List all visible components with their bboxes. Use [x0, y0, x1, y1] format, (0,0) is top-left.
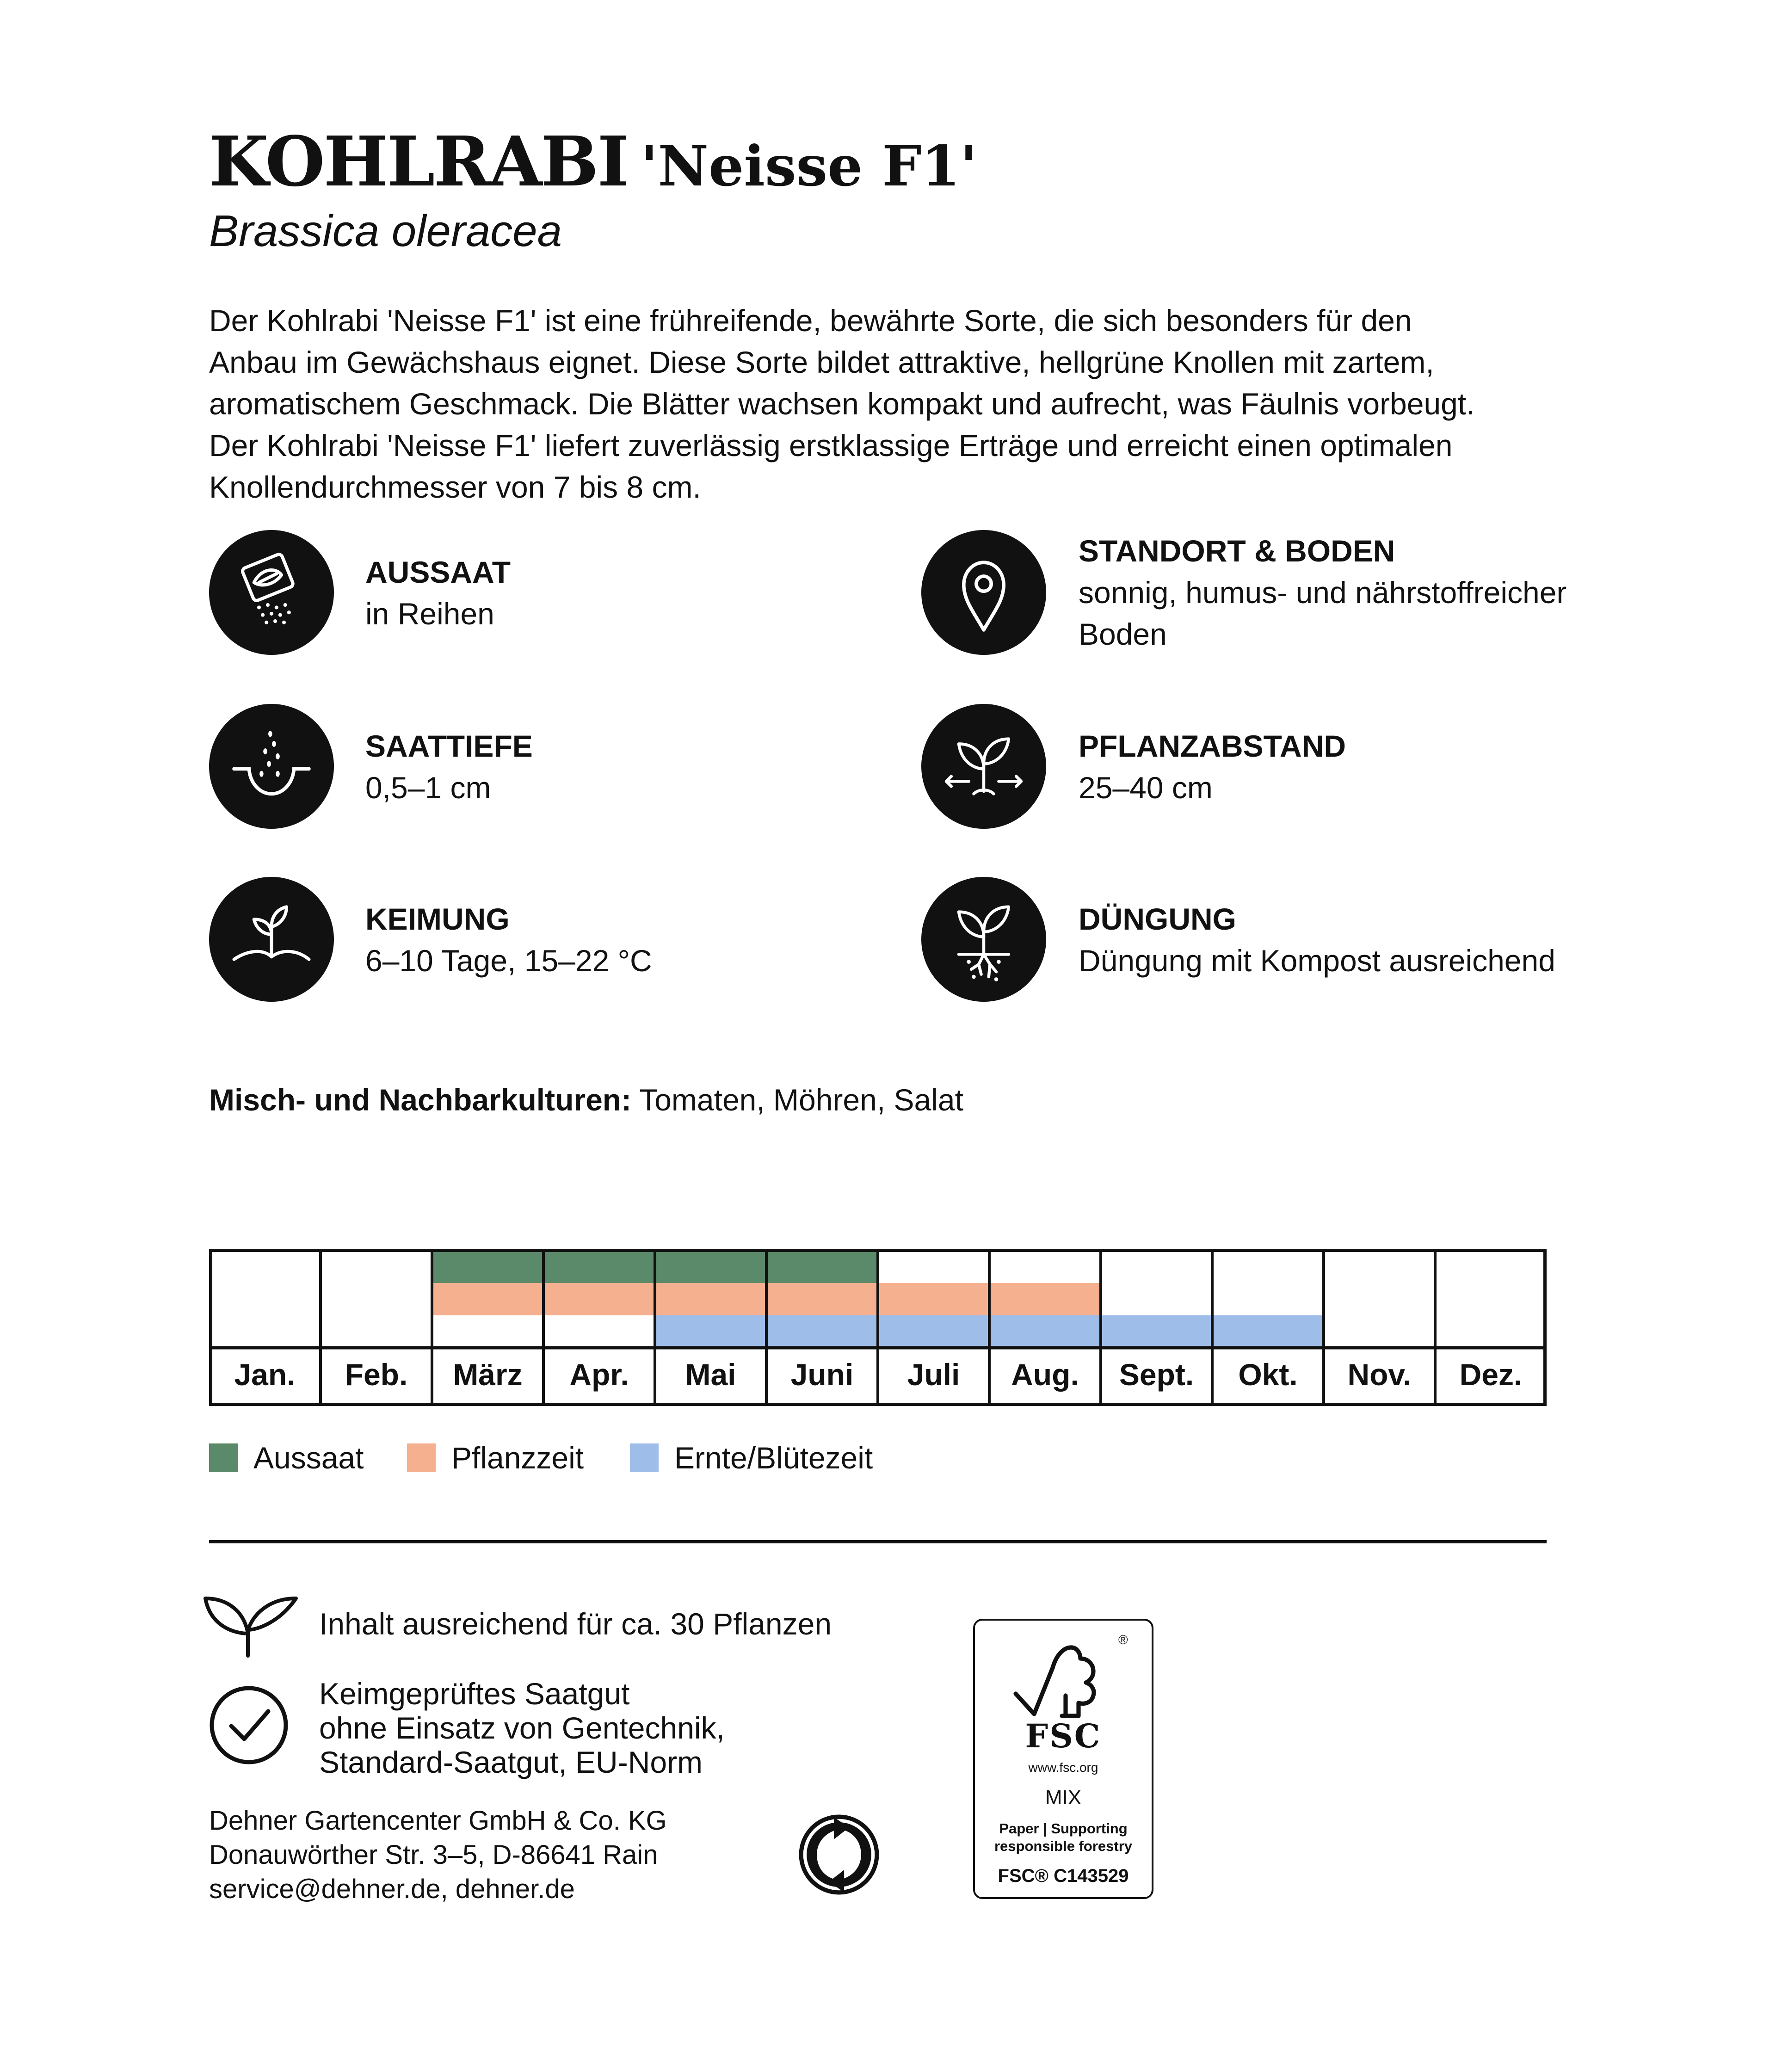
calendar-bar-pflanzzeit	[543, 1283, 655, 1315]
address-line: service@dehner.de, dehner.de	[209, 1874, 575, 1904]
feature-title: SAATTIEFE	[365, 729, 533, 763]
address-line: Dehner Gartencenter GmbH & Co. KG	[209, 1806, 667, 1836]
legend-aussaat	[209, 1439, 364, 1476]
feature-title: KEIMUNG	[365, 902, 510, 936]
green-dot-recycling-icon	[796, 1812, 882, 1897]
calendar-bar-ernte	[1101, 1315, 1212, 1348]
description-line: aromatischem Geschmack. Die Blätter wachsen kompakt und aufrecht, was Fäulnis vorbeugt.	[209, 387, 1475, 421]
calendar-bar-ernte	[655, 1315, 766, 1348]
feature-aussaat	[365, 551, 511, 635]
address-line: Donauwörther Str. 3–5, D-86641 Rain	[209, 1840, 658, 1870]
location-pin-icon	[921, 530, 1046, 655]
calendar-month-label: Okt.	[1238, 1357, 1298, 1392]
latin-name: Brassica oleracea	[209, 206, 562, 256]
calendar-bar-aussaat	[432, 1251, 543, 1283]
fsc-tree-check-icon	[1008, 1636, 1119, 1724]
calendar-month-label: Aug.	[1011, 1357, 1079, 1392]
fsc-brand: FSC	[1025, 1717, 1102, 1755]
calendar-bar-ernte	[1212, 1315, 1324, 1348]
calendar-bar-pflanzzeit	[989, 1283, 1101, 1315]
sowing-calendar	[209, 1249, 1547, 1406]
feature-value: 6–10 Tage, 15–22 °C	[365, 944, 652, 978]
calendar-month-label: Juli	[907, 1357, 960, 1392]
variety-name: 'Neisse F1'	[641, 134, 977, 199]
fsc-url: www.fsc.org	[1028, 1760, 1098, 1775]
seed-packet-icon	[209, 530, 334, 655]
calendar-month-label: Juni	[790, 1357, 854, 1392]
seed-quality-note	[319, 1677, 725, 1779]
calendar-bar-ernte	[989, 1315, 1101, 1348]
sprout-icon	[209, 877, 334, 1002]
feature-value: in Reihen	[365, 597, 494, 631]
calendar-bar-pflanzzeit	[766, 1283, 878, 1315]
fsc-claim-line: Paper | Supporting	[999, 1820, 1128, 1837]
content-note: Inhalt ausreichend für ca. 30 Pflanzen	[319, 1607, 832, 1641]
company-address	[209, 1804, 667, 1906]
calendar-month-label: Dez.	[1459, 1357, 1523, 1392]
companion-value: Tomaten, Möhren, Salat	[631, 1083, 963, 1117]
calendar-month-label: März	[453, 1357, 523, 1392]
fsc-mix: MIX	[1045, 1786, 1082, 1809]
product-description	[209, 300, 1573, 508]
feature-value: Düngung mit Kompost ausreichend	[1079, 944, 1555, 978]
calendar-bar-aussaat	[766, 1251, 878, 1283]
legend-swatch	[630, 1443, 659, 1472]
fsc-registered-mark: ®	[1118, 1633, 1128, 1647]
seed-note-line: Standard-Saatgut, EU-Norm	[319, 1745, 703, 1779]
feature-standort	[1079, 530, 1566, 655]
feature-value: sonnig, humus- und nährstoffreicher	[1079, 575, 1567, 610]
feature-pflanzabstand	[1079, 725, 1346, 808]
description-line: Knollendurchmesser von 7 bis 8 cm.	[209, 470, 701, 504]
fertilizer-plant-icon	[921, 877, 1046, 1002]
legend-label: Pflanzzeit	[451, 1441, 584, 1475]
fsc-label	[973, 1619, 1153, 1899]
legend-label: Ernte/Blütezeit	[674, 1441, 873, 1475]
feature-value: Boden	[1079, 617, 1167, 651]
seed-depth-icon	[209, 704, 334, 829]
calendar-month-label: Sept.	[1119, 1357, 1194, 1392]
feature-saattiefe	[365, 725, 533, 808]
divider	[209, 1540, 1547, 1543]
calendar-bar-ernte	[878, 1315, 989, 1348]
leaves-icon	[200, 1582, 302, 1660]
fsc-claim-line: responsible forestry	[994, 1838, 1133, 1854]
product-name: KOHLRABI	[209, 121, 628, 202]
calendar-bar-pflanzzeit	[878, 1283, 989, 1315]
checkmark-circle-icon	[207, 1684, 290, 1767]
product-title	[209, 121, 977, 202]
feature-title: AUSSAAT	[365, 555, 511, 589]
feature-duengung	[1079, 898, 1555, 981]
calendar-month-label: Apr.	[569, 1357, 629, 1392]
calendar-bar-aussaat	[543, 1251, 655, 1283]
seed-note-line: ohne Einsatz von Gentechnik,	[319, 1711, 725, 1745]
fsc-license: FSC® C143529	[998, 1866, 1129, 1886]
calendar-bar-pflanzzeit	[432, 1283, 543, 1315]
description-line: Der Kohlrabi 'Neisse F1' liefert zuverlässig erstklassige Erträge und erreicht einen optimalen	[209, 428, 1453, 462]
calendar-month-label: Mai	[685, 1357, 736, 1392]
calendar-month-label: Feb.	[345, 1357, 408, 1392]
legend-swatch	[209, 1443, 238, 1472]
feature-title: DÜNGUNG	[1079, 902, 1236, 936]
plant-spacing-icon	[921, 704, 1046, 829]
legend-label: Aussaat	[253, 1441, 364, 1475]
calendar-month-label: Nov.	[1347, 1357, 1412, 1392]
calendar-month-label: Jan.	[234, 1357, 296, 1392]
calendar-grid	[209, 1249, 1547, 1406]
legend-pflanzzeit	[407, 1439, 584, 1476]
feature-title: PFLANZABSTAND	[1079, 729, 1346, 763]
companion-label: Misch- und Nachbarkulturen:	[209, 1083, 632, 1117]
legend-ernte	[630, 1439, 873, 1476]
calendar-bar-pflanzzeit	[655, 1283, 766, 1315]
companion-crops	[209, 1082, 963, 1117]
description-line: Der Kohlrabi 'Neisse F1' ist eine frühreifende, bewährte Sorte, die sich besonders für den	[209, 303, 1412, 338]
feature-keimung	[365, 898, 652, 981]
legend-swatch	[407, 1443, 436, 1472]
calendar-bar-aussaat	[655, 1251, 766, 1283]
calendar-bar-ernte	[766, 1315, 878, 1348]
feature-value: 0,5–1 cm	[365, 771, 491, 805]
feature-value: 25–40 cm	[1079, 771, 1213, 805]
seed-note-line: Keimgeprüftes Saatgut	[319, 1677, 630, 1711]
feature-title: STANDORT & BODEN	[1079, 534, 1395, 568]
description-line: Anbau im Gewächshaus eignet. Diese Sorte bildet attraktive, hellgrüne Knollen mit zartem,	[209, 345, 1434, 379]
